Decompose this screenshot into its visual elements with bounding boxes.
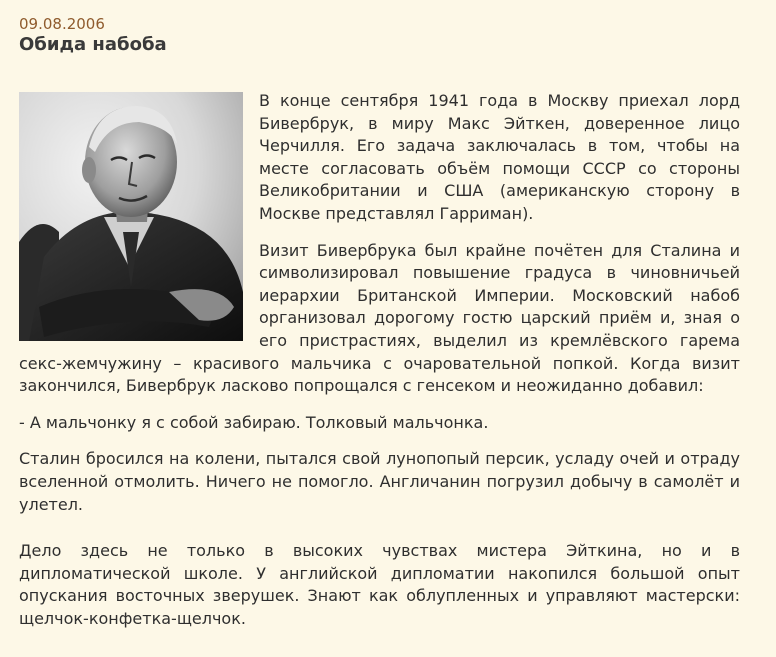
article-title: Обида набоба	[19, 34, 167, 55]
article-date: 09.08.2006	[19, 15, 105, 33]
paragraph: В конце сентября 1941 года в Москву приехал лорд Бивербрук, в миру Макс Эйткен, доверенное лицо Черчилля. Его задача заключалась в том, чтобы на месте согласовать объём помощи СССР со стороны Великобритании и США (американскую сторону в Москве представлял Гарриман).	[259, 91, 740, 223]
article-body	[19, 90, 740, 630]
article	[19, 14, 740, 644]
paragraph: Дело здесь не только в высоких чувствах мистера Эйткина, но и в дипломатической школе. У английской дипломатии накопился большой опыт опускания восточных зверушек. Знают как облупленных и управляют мастерски: щелчок-конфетка-щелчок.	[19, 541, 740, 628]
paragraph: Сталин бросился на колени, пытался свой лунопопый персик, усладу очей и отраду вселенной отмолить. Ничего не помогло. Англичанин погрузил добычу в самолёт и улетел.	[19, 449, 740, 514]
paragraph: Визит Бивербрука был крайне почётен для Сталина и символизировал повышение градуса в чиновничьей иерархии Британской Империи. Московский набоб организовал дорогому гостю царский приём и, зная о его пристрастиях, выделил из кремлёвского гарема секс-жемчужину – красивого мальчика с очаровательной попкой. Когда визит закончился, Бивербрук ласково попрощался с генсеком и неожиданно добавил:	[19, 240, 740, 396]
paragraph: - А мальчонку я с собой забираю. Толковый мальчонка.	[19, 412, 489, 432]
portrait-photo	[19, 92, 243, 341]
